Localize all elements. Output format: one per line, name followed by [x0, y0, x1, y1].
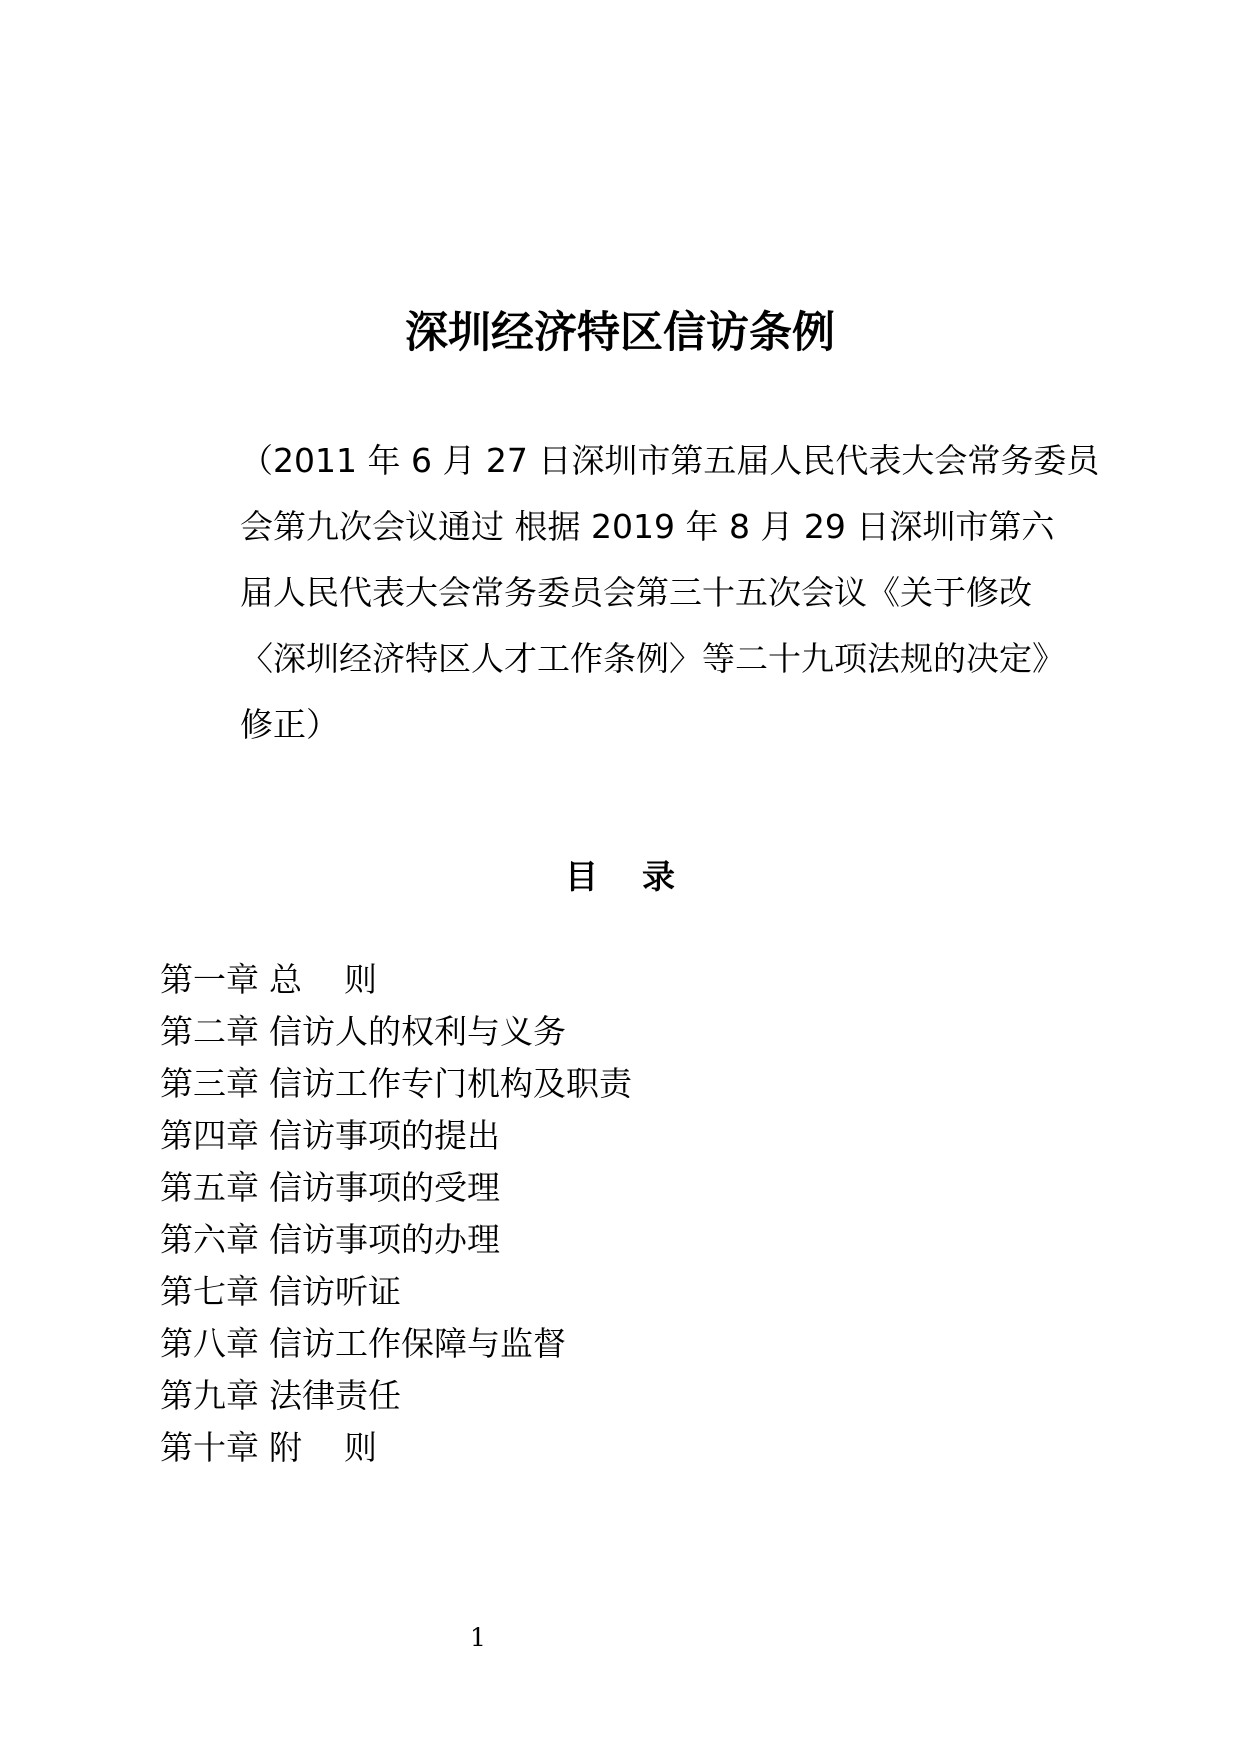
note-line: 〈深圳经济特区人才工作条例〉等二十九项法规的决定》 — [240, 639, 1065, 678]
table-of-contents — [160, 954, 632, 1474]
chapter-number: 第六章 — [160, 1220, 259, 1259]
toc-item — [160, 1318, 632, 1370]
chapter-number: 第三章 — [160, 1064, 259, 1103]
chapter-number: 第一章 — [160, 960, 259, 999]
toc-item — [160, 1370, 632, 1422]
toc-item — [160, 1110, 632, 1162]
amendment-note — [240, 428, 1100, 758]
toc-item — [160, 954, 632, 1006]
toc-item — [160, 1266, 632, 1318]
chapter-number: 第七章 — [160, 1272, 259, 1311]
chapter-number: 第八章 — [160, 1324, 259, 1363]
note-line: （2011 年 6 月 27 日深圳市第五届人民代表大会常务委员 — [240, 441, 1100, 480]
table-of-contents-heading — [0, 855, 1240, 899]
page-number: 1 — [470, 1623, 486, 1652]
toc-heading-right-char: 录 — [642, 857, 675, 896]
note-line: 修正） — [240, 705, 339, 744]
chapter-title: 信访事项的办理 — [269, 1220, 500, 1259]
chapter-title: 总 则 — [269, 960, 377, 999]
chapter-number: 第九章 — [160, 1376, 259, 1415]
chapter-number: 第十章 — [160, 1428, 259, 1467]
toc-item — [160, 1214, 632, 1266]
note-line: 届人民代表大会常务委员会第三十五次会议《关于修改 — [240, 573, 1032, 612]
chapter-title: 信访听证 — [269, 1272, 401, 1311]
chapter-title: 信访事项的受理 — [269, 1168, 500, 1207]
toc-heading-left-char: 目 — [565, 857, 598, 896]
chapter-title: 附 则 — [269, 1428, 377, 1467]
note-line: 会第九次会议通过 根据 2019 年 8 月 29 日深圳市第六 — [240, 507, 1055, 546]
toc-item — [160, 1058, 632, 1110]
chapter-title: 法律责任 — [269, 1376, 401, 1415]
toc-item — [160, 1422, 632, 1474]
document-title: 深圳经济特区信访条例 — [405, 308, 835, 358]
toc-item — [160, 1162, 632, 1214]
toc-item — [160, 1006, 632, 1058]
chapter-title: 信访工作专门机构及职责 — [269, 1064, 632, 1103]
chapter-title: 信访事项的提出 — [269, 1116, 500, 1155]
chapter-title: 信访工作保障与监督 — [269, 1324, 566, 1363]
chapter-number: 第五章 — [160, 1168, 259, 1207]
chapter-number: 第四章 — [160, 1116, 259, 1155]
chapter-title: 信访人的权利与义务 — [269, 1012, 566, 1051]
chapter-number: 第二章 — [160, 1012, 259, 1051]
